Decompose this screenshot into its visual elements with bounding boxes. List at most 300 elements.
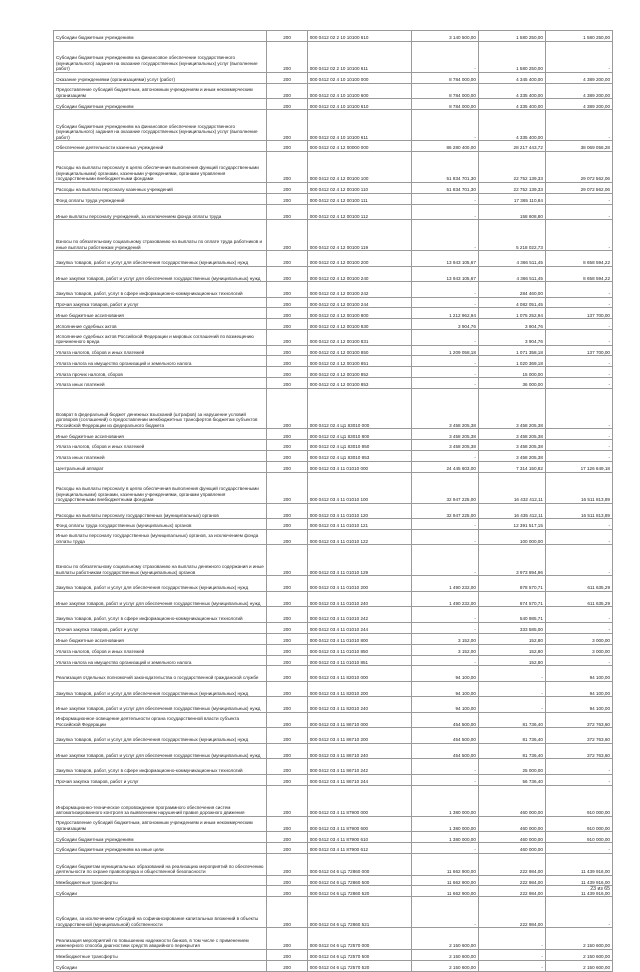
row-unexecuted-cell: 94 100,00 (545, 697, 612, 713)
row-executed-cell: 222 984,00 (478, 886, 545, 897)
table-row (54, 282, 613, 298)
row-kbk-cell: 000 0412 02 4 12 00100 112 (307, 204, 411, 220)
row-approved-cell: 454 500,00 (411, 743, 478, 759)
row-kbk-cell: 000 0412 02 4 12 00000 000 (307, 141, 411, 152)
row-code-cell: 200 (267, 529, 307, 545)
row-approved-cell: 2 150 600,00 (411, 928, 478, 950)
row-name-cell: Субсидии бюджетным учреждениям на иные цели (54, 843, 267, 854)
table-row (54, 875, 613, 886)
row-approved-cell: - (411, 41, 478, 72)
row-kbk-cell: 000 0412 03 4 11 86710 200 (307, 728, 411, 744)
row-name-cell: Субсидии бюджетным учреждениям (54, 99, 267, 110)
row-kbk-cell: 000 0412 03 4 11 01010 244 (307, 622, 411, 633)
row-approved-cell: - (411, 193, 478, 204)
row-name-cell: Субсидии бюджетным учреждениям на финансовое обеспечение государственного (муниципального) задания на оказание государственных (муниципальных) услуг (выполнение работ) (54, 41, 267, 72)
row-unexecuted-cell: 4 389 200,00 (545, 72, 612, 83)
row-unexecuted-cell: - (545, 529, 612, 545)
row-kbk-cell: 000 0412 02 4 12 00100 110 (307, 182, 411, 193)
row-kbk-cell: 000 0412 03 4 11 82010 240 (307, 697, 411, 713)
row-code-cell: 200 (267, 31, 307, 42)
row-kbk-cell: 000 0412 02 4 12 00100 240 (307, 266, 411, 282)
row-code-cell: 200 (267, 461, 307, 472)
row-approved-cell: 3 152,00 (411, 644, 478, 655)
table-row (54, 928, 613, 950)
row-approved-cell: 454 500,00 (411, 728, 478, 744)
row-approved-cell: 51 834 701,30 (411, 151, 478, 182)
row-code-cell: 200 (267, 728, 307, 744)
row-executed-cell: 28 217 443,72 (478, 141, 545, 152)
table-row (54, 72, 613, 83)
row-approved-cell: 13 943 105,67 (411, 266, 478, 282)
row-name-cell: Оказание учреждениями (организациями) услуг (работ) (54, 72, 267, 83)
row-executed-cell: 874 570,71 (478, 591, 545, 607)
row-code-cell: 200 (267, 472, 307, 503)
table-row (54, 99, 613, 110)
row-code-cell: 200 (267, 251, 307, 267)
row-unexecuted-cell: 8 658 594,22 (545, 251, 612, 267)
row-unexecuted-cell: 2 150 600,00 (545, 928, 612, 950)
row-approved-cell: - (411, 378, 478, 389)
row-unexecuted-cell: 8 658 594,22 (545, 266, 612, 282)
row-name-cell: Межбюджетные трансферты (54, 949, 267, 960)
row-executed-cell: - (478, 666, 545, 682)
row-unexecuted-cell: - (545, 110, 612, 141)
table-row (54, 503, 613, 519)
row-kbk-cell: 000 0412 04 6 Ц1 72570 000 (307, 928, 411, 950)
row-unexecuted-cell: - (545, 220, 612, 251)
row-executed-cell: 3 458 205,38 (478, 440, 545, 451)
row-code-cell: 200 (267, 759, 307, 775)
table-row (54, 529, 613, 545)
table-row (54, 545, 613, 576)
row-executed-cell: 81 736,40 (478, 728, 545, 744)
row-executed-cell: 284 460,00 (478, 282, 545, 298)
table-row (54, 843, 613, 854)
table-row (54, 110, 613, 141)
row-executed-cell: 17 365 110,84 (478, 193, 545, 204)
row-unexecuted-cell: - (545, 440, 612, 451)
row-executed-cell: - (478, 928, 545, 950)
row-code-cell: 200 (267, 576, 307, 592)
table-row (54, 774, 613, 785)
row-executed-cell: 3 458 205,38 (478, 450, 545, 461)
row-code-cell: 200 (267, 345, 307, 356)
row-approved-cell: - (411, 220, 478, 251)
row-approved-cell: - (411, 545, 478, 576)
row-executed-cell: 12 391 517,15 (478, 519, 545, 530)
row-unexecuted-cell: - (545, 41, 612, 72)
row-name-cell: Иные выплаты персоналу учреждений, за исключением фонда оплаты труда (54, 204, 267, 220)
row-name-cell: Предоставление субсидий бюджетным, автономным учреждениям и иным некоммерческим организациям (54, 816, 267, 832)
row-approved-cell: - (411, 367, 478, 378)
row-unexecuted-cell: 3 000,00 (545, 633, 612, 644)
row-unexecuted-cell: - (545, 545, 612, 576)
row-code-cell: 200 (267, 960, 307, 971)
row-code-cell: 200 (267, 319, 307, 330)
row-name-cell: Уплата налогов, сборов и иных платежей (54, 644, 267, 655)
row-kbk-cell: 000 0412 03 4 11 01010 200 (307, 576, 411, 592)
table-row (54, 666, 613, 682)
row-approved-cell: 8 784 000,00 (411, 72, 478, 83)
row-name-cell: Уплата налогов, сборов и иных платежей (54, 345, 267, 356)
row-kbk-cell: 000 0412 03 4 11 01010 129 (307, 545, 411, 576)
row-name-cell: Субсидии (54, 960, 267, 971)
row-kbk-cell: 000 0412 03 4 11 01010 000 (307, 461, 411, 472)
row-approved-cell: - (411, 529, 478, 545)
row-unexecuted-cell: - (545, 607, 612, 623)
table-row (54, 378, 613, 389)
row-kbk-cell: 000 0412 03 4 11 82010 200 (307, 681, 411, 697)
table-row (54, 644, 613, 655)
row-kbk-cell: 000 0412 03 4 11 01010 122 (307, 529, 411, 545)
row-unexecuted-cell: - (545, 367, 612, 378)
row-executed-cell: 4 082 051,45 (478, 297, 545, 308)
row-kbk-cell: 000 0412 02 4 12 00100 831 (307, 330, 411, 346)
row-approved-cell: 1 380 000,00 (411, 785, 478, 816)
row-kbk-cell: 000 0412 03 4 11 01010 240 (307, 591, 411, 607)
row-unexecuted-cell: - (545, 204, 612, 220)
row-approved-cell: - (411, 297, 478, 308)
table-row (54, 193, 613, 204)
row-name-cell: Уплата налога на имущество организаций и земельного налога (54, 356, 267, 367)
row-executed-cell: 5 218 022,73 (478, 220, 545, 251)
row-executed-cell: 81 736,40 (478, 743, 545, 759)
table-row (54, 591, 613, 607)
row-unexecuted-cell: - (545, 193, 612, 204)
row-kbk-cell: 000 0412 02 4 12 00100 111 (307, 193, 411, 204)
row-code-cell: 200 (267, 816, 307, 832)
row-executed-cell: 222 984,00 (478, 875, 545, 886)
row-code-cell: 200 (267, 928, 307, 950)
row-approved-cell: 3 458 205,38 (411, 440, 478, 451)
row-approved-cell: - (411, 759, 478, 775)
row-executed-cell: 152,80 (478, 644, 545, 655)
table-row (54, 220, 613, 251)
row-name-cell: Закупка товаров, работ, услуг в сфере информационно-коммуникационных технологий (54, 607, 267, 623)
row-code-cell: 200 (267, 282, 307, 298)
row-unexecuted-cell: 38 069 056,28 (545, 141, 612, 152)
row-approved-cell: - (411, 282, 478, 298)
row-code-cell: 200 (267, 519, 307, 530)
page-number: 23 из 65 (590, 886, 610, 892)
row-executed-cell: - (478, 697, 545, 713)
row-code-cell: 200 (267, 853, 307, 875)
row-name-cell: Закупка товаров, работ и услуг для обеспечения государственных (муниципальных) нужд (54, 728, 267, 744)
row-code-cell: 200 (267, 897, 307, 928)
row-unexecuted-cell: - (545, 378, 612, 389)
row-code-cell: 200 (267, 266, 307, 282)
table-row (54, 356, 613, 367)
row-executed-cell: 3 458 205,38 (478, 429, 545, 440)
row-kbk-cell: 000 0412 02 4 12 00100 852 (307, 367, 411, 378)
row-executed-cell: 3 904,76 (478, 330, 545, 346)
row-executed-cell: 152,80 (478, 655, 545, 666)
row-name-cell: Иные выплаты персоналу государственных (муниципальных) органов, за исключением фонда оплаты труда (54, 529, 267, 545)
table-row (54, 319, 613, 330)
table-row (54, 266, 613, 282)
row-code-cell: 200 (267, 591, 307, 607)
row-name-cell: Расходы на выплаты персоналу в целях обеспечения выполнения функций государственными (муниципальными) органами, казенными учреждениями, органами управления государственными внебюджетными фондами (54, 472, 267, 503)
row-executed-cell: 1 071 358,18 (478, 345, 545, 356)
row-name-cell: Расходы на выплаты персоналу в целях обеспечения выполнения функций государственными (муниципальными) органами, казенными учреждениями, органами управления государственными внебюджетными фондами (54, 151, 267, 182)
row-name-cell: Прочая закупка товаров, работ и услуг (54, 622, 267, 633)
row-kbk-cell: 000 0412 02 4 12 00100 850 (307, 345, 411, 356)
row-name-cell: Иные закупки товаров, работ и услуг для обеспечения государственных (муниципальных) нужд (54, 743, 267, 759)
row-unexecuted-cell: 16 511 813,89 (545, 472, 612, 503)
table-row (54, 697, 613, 713)
row-code-cell: 200 (267, 875, 307, 886)
row-unexecuted-cell: 94 100,00 (545, 681, 612, 697)
row-name-cell: Субсидии бюджетным учреждениям (54, 832, 267, 843)
table-row (54, 429, 613, 440)
table-row (54, 345, 613, 356)
table-row (54, 388, 613, 428)
row-kbk-cell: 000 0412 03 4 11 01010 121 (307, 519, 411, 530)
table-body (54, 31, 613, 972)
row-unexecuted-cell: - (545, 450, 612, 461)
row-approved-cell: - (411, 607, 478, 623)
row-executed-cell: 25 000,00 (478, 759, 545, 775)
row-executed-cell: 158 608,80 (478, 204, 545, 220)
row-code-cell: 200 (267, 886, 307, 897)
row-code-cell: 200 (267, 607, 307, 623)
row-code-cell: 200 (267, 743, 307, 759)
row-kbk-cell: 000 0412 03 4 11 87900 610 (307, 832, 411, 843)
row-executed-cell: 22 752 139,33 (478, 182, 545, 193)
row-unexecuted-cell: - (545, 622, 612, 633)
row-executed-cell: 3 973 894,96 (478, 545, 545, 576)
row-executed-cell: 4 335 400,00 (478, 99, 545, 110)
row-unexecuted-cell: - (545, 297, 612, 308)
row-unexecuted-cell: 29 072 562,06 (545, 151, 612, 182)
table-row (54, 330, 613, 346)
row-approved-cell: - (411, 774, 478, 785)
row-approved-cell: 8 784 000,00 (411, 99, 478, 110)
row-executed-cell: 15 000,00 (478, 367, 545, 378)
row-code-cell: 200 (267, 110, 307, 141)
row-kbk-cell: 000 0412 02 4 Ц1 83010 850 (307, 440, 411, 451)
row-name-cell: Иные бюджетные ассигнования (54, 308, 267, 319)
row-executed-cell: 460 000,00 (478, 785, 545, 816)
budget-expenditure-table (53, 30, 613, 972)
table-row (54, 633, 613, 644)
row-unexecuted-cell: 4 389 200,00 (545, 99, 612, 110)
table-row (54, 897, 613, 928)
table-row (54, 728, 613, 744)
row-code-cell: 200 (267, 712, 307, 728)
row-unexecuted-cell: 372 763,60 (545, 728, 612, 744)
row-code-cell: 200 (267, 785, 307, 816)
row-name-cell: Реализация мероприятий по повышению надежности банков, в том числе с применением инженерного способа диагностики средств аварийного перекрытия (54, 928, 267, 950)
row-approved-cell: - (411, 843, 478, 854)
row-code-cell: 200 (267, 450, 307, 461)
row-executed-cell: 1 020 369,18 (478, 356, 545, 367)
table-row (54, 440, 613, 451)
row-kbk-cell: 000 0412 02 2 10 10100 610 (307, 31, 411, 42)
row-name-cell: Взносы по обязательному социальному страхованию на выплаты по оплате труда работников и иные выплаты работникам учреждений (54, 220, 267, 251)
row-approved-cell: 1 380 000,00 (411, 816, 478, 832)
row-kbk-cell: 000 0412 03 4 11 01010 120 (307, 503, 411, 519)
row-unexecuted-cell: 3 000,00 (545, 644, 612, 655)
table-row (54, 472, 613, 503)
row-code-cell: 200 (267, 622, 307, 633)
row-name-cell: Межбюджетные трансферты (54, 875, 267, 886)
row-kbk-cell: 000 0412 02 4 10 10100 600 (307, 83, 411, 99)
row-unexecuted-cell: - (545, 519, 612, 530)
row-approved-cell: - (411, 110, 478, 141)
row-kbk-cell: 000 0412 02 4 Ц1 83010 000 (307, 388, 411, 428)
row-name-cell: Расходы на выплаты персоналу казенных учреждений (54, 182, 267, 193)
row-name-cell: Иные бюджетные ассигнования (54, 633, 267, 644)
row-approved-cell: 32 947 225,00 (411, 503, 478, 519)
row-name-cell: Уплата иных платежей (54, 378, 267, 389)
row-approved-cell: - (411, 356, 478, 367)
row-executed-cell: 56 736,40 (478, 774, 545, 785)
row-executed-cell: 222 984,00 (478, 897, 545, 928)
row-approved-cell: 94 100,00 (411, 681, 478, 697)
row-kbk-cell: 000 0412 03 4 11 86710 240 (307, 743, 411, 759)
row-kbk-cell: 000 0412 03 4 11 82010 000 (307, 666, 411, 682)
row-unexecuted-cell: 137 700,00 (545, 345, 612, 356)
row-kbk-cell: 000 0412 02 4 Ц1 83010 853 (307, 450, 411, 461)
row-name-cell: Иные закупки товаров, работ и услуг для обеспечения государственных (муниципальных) нужд (54, 591, 267, 607)
row-kbk-cell: 000 0412 03 4 11 87900 600 (307, 816, 411, 832)
row-name-cell: Возврат в федеральный бюджет денежных взысканий (штрафов) за нарушение условий договоров (соглашений) о предоставлении межбюджетных трансфертов бюджетам субъектов Российской Федерации из федерального бюджета (54, 388, 267, 428)
row-name-cell: Закупка товаров, работ и услуг для обеспечения государственных (муниципальных) нужд (54, 251, 267, 267)
row-executed-cell: 1 580 250,00 (478, 31, 545, 42)
row-unexecuted-cell: 11 439 916,00 (545, 853, 612, 875)
row-executed-cell: 333 585,00 (478, 622, 545, 633)
row-approved-cell: - (411, 622, 478, 633)
row-executed-cell: 7 314 150,82 (478, 461, 545, 472)
table-row (54, 519, 613, 530)
row-executed-cell: 100 000,00 (478, 529, 545, 545)
table-row (54, 949, 613, 960)
row-approved-cell: 8 784 000,00 (411, 83, 478, 99)
row-code-cell: 200 (267, 182, 307, 193)
row-kbk-cell: 000 0412 02 4 12 00100 100 (307, 151, 411, 182)
row-unexecuted-cell: 372 763,60 (545, 712, 612, 728)
row-approved-cell: 51 834 701,30 (411, 182, 478, 193)
row-kbk-cell: 000 0412 03 4 11 86710 244 (307, 774, 411, 785)
row-kbk-cell: 000 0412 03 4 11 01010 100 (307, 472, 411, 503)
row-unexecuted-cell: 1 580 250,00 (545, 31, 612, 42)
row-kbk-cell: 000 0412 03 4 11 01010 800 (307, 633, 411, 644)
table-row (54, 607, 613, 623)
row-approved-cell: 3 904,76 (411, 319, 478, 330)
row-name-cell: Субсидии (54, 886, 267, 897)
row-executed-cell: 16 432 412,11 (478, 472, 545, 503)
table-row (54, 743, 613, 759)
row-name-cell: Иные закупки товаров, работ и услуг для обеспечения государственных (муниципальных) нужд (54, 697, 267, 713)
row-name-cell: Взносы по обязательному социальному страхованию на выплаты денежного содержания и иные выплаты работникам государственных (муниципальных) органов (54, 545, 267, 576)
row-approved-cell: 1 490 232,00 (411, 576, 478, 592)
table-row (54, 712, 613, 728)
row-executed-cell: 4 345 400,00 (478, 72, 545, 83)
row-unexecuted-cell: - (545, 897, 612, 928)
table-row (54, 461, 613, 472)
row-executed-cell: - (478, 960, 545, 971)
row-unexecuted-cell: - (545, 655, 612, 666)
row-name-cell: Центральный аппарат (54, 461, 267, 472)
row-executed-cell: 3 458 205,38 (478, 388, 545, 428)
row-name-cell: Исполнение судебных актов Российской Федерации и мировых соглашений по возмещению причиненного вреда (54, 330, 267, 346)
row-executed-cell: 4 366 511,45 (478, 251, 545, 267)
row-approved-cell: 3 152,00 (411, 633, 478, 644)
row-executed-cell: 460 000,00 (478, 843, 545, 854)
row-unexecuted-cell: - (545, 843, 612, 854)
row-unexecuted-cell: 910 000,00 (545, 785, 612, 816)
row-executed-cell: 152,80 (478, 633, 545, 644)
row-name-cell: Уплата налога на имущество организаций и земельного налога (54, 655, 267, 666)
table-row (54, 816, 613, 832)
row-kbk-cell: 000 0412 03 4 11 01010 242 (307, 607, 411, 623)
row-kbk-cell: 000 0412 04 6 Ц1 72860 520 (307, 886, 411, 897)
row-name-cell: Закупка товаров, работ, услуг в сфере информационно-коммуникационных технологий (54, 282, 267, 298)
row-unexecuted-cell: 372 763,60 (545, 743, 612, 759)
table-row (54, 622, 613, 633)
row-kbk-cell: 000 0412 04 6 Ц1 72860 000 (307, 853, 411, 875)
row-name-cell: Субсидии бюджетным учреждениям на финансовое обеспечение государственного (муниципального) задания на оказание государственных (муниципальных) услуг (выполнение работ) (54, 110, 267, 141)
row-approved-cell: 3 458 205,38 (411, 429, 478, 440)
table-row (54, 759, 613, 775)
row-kbk-cell: 000 0412 02 4 12 00100 119 (307, 220, 411, 251)
row-code-cell: 200 (267, 204, 307, 220)
row-name-cell: Исполнение судебных актов (54, 319, 267, 330)
row-code-cell: 200 (267, 297, 307, 308)
row-executed-cell: 22 752 139,33 (478, 151, 545, 182)
table-row (54, 853, 613, 875)
row-kbk-cell: 000 0412 02 4 10 10100 610 (307, 99, 411, 110)
row-code-cell: 200 (267, 545, 307, 576)
row-code-cell: 200 (267, 83, 307, 99)
row-unexecuted-cell: 611 635,29 (545, 576, 612, 592)
row-kbk-cell: 000 0412 03 4 11 87900 612 (307, 843, 411, 854)
table-row (54, 297, 613, 308)
row-code-cell: 200 (267, 193, 307, 204)
row-name-cell: Субсидии бюджетам муниципальных образований на реализацию мероприятий по обеспечению деятельности по охране правопорядка и общественной безопасности (54, 853, 267, 875)
table-row (54, 141, 613, 152)
row-approved-cell: 3 458 205,38 (411, 388, 478, 428)
row-code-cell: 200 (267, 220, 307, 251)
row-approved-cell: 11 662 900,00 (411, 886, 478, 897)
row-executed-cell: 81 736,40 (478, 712, 545, 728)
row-unexecuted-cell: - (545, 774, 612, 785)
row-kbk-cell: 000 0412 02 4 12 00100 200 (307, 251, 411, 267)
row-unexecuted-cell: 2 150 600,00 (545, 960, 612, 971)
row-approved-cell: - (411, 655, 478, 666)
row-code-cell: 200 (267, 832, 307, 843)
row-executed-cell: 1 075 252,94 (478, 308, 545, 319)
row-approved-cell: 2 150 600,00 (411, 949, 478, 960)
row-kbk-cell: 000 0412 02 4 12 00100 244 (307, 297, 411, 308)
row-kbk-cell: 000 0412 03 4 11 86710 242 (307, 759, 411, 775)
table-row (54, 204, 613, 220)
row-unexecuted-cell: - (545, 319, 612, 330)
row-approved-cell: 11 662 900,00 (411, 875, 478, 886)
row-code-cell: 200 (267, 99, 307, 110)
row-approved-cell: - (411, 450, 478, 461)
row-code-cell: 200 (267, 429, 307, 440)
row-approved-cell: 454 500,00 (411, 712, 478, 728)
row-approved-cell: - (411, 204, 478, 220)
row-code-cell: 200 (267, 666, 307, 682)
row-unexecuted-cell: - (545, 356, 612, 367)
row-unexecuted-cell: 16 511 813,89 (545, 503, 612, 519)
row-kbk-cell: 000 0412 02 2 10 10100 611 (307, 41, 411, 72)
row-unexecuted-cell: 611 635,29 (545, 591, 612, 607)
row-kbk-cell: 000 0412 02 4 Ц1 83010 800 (307, 429, 411, 440)
